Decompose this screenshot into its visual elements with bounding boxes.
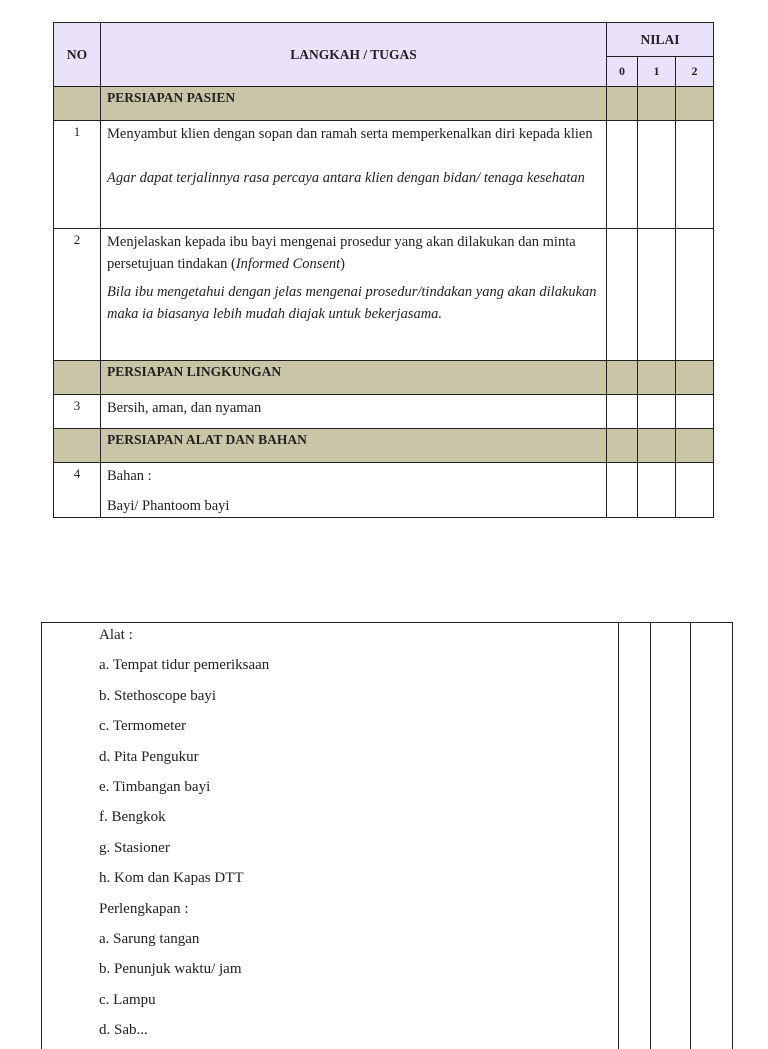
section-title: PERSIAPAN PASIEN (101, 87, 607, 121)
table-row (54, 395, 714, 429)
assessment-table-page-2 (41, 622, 733, 1049)
list-item: d. Pita Pengukur (99, 746, 610, 776)
score-cell-2[interactable] (676, 463, 714, 518)
score-header-2: 2 (676, 57, 714, 87)
list-item: c. Lampu (99, 989, 610, 1019)
step-label: Bahan : (107, 465, 600, 487)
list-item: Perlengkapan : (99, 898, 610, 928)
score-cell-0[interactable] (607, 395, 638, 429)
row-number: 2 (54, 229, 101, 361)
score-cell-1[interactable] (638, 463, 676, 518)
section-row (54, 361, 714, 395)
score-cell-0[interactable] (607, 121, 638, 229)
score-cell-2[interactable] (676, 395, 714, 429)
section-title: PERSIAPAN LINGKUNGAN (101, 361, 607, 395)
step-cell (101, 121, 607, 229)
score-cell-2[interactable] (676, 121, 714, 229)
section-title: PERSIAPAN ALAT DAN BAHAN (101, 429, 607, 463)
score-header-0: 0 (607, 57, 638, 87)
list-item: a. Sarung tangan (99, 928, 610, 958)
score-cell-2[interactable] (691, 623, 733, 1049)
score-cell-0[interactable] (607, 463, 638, 518)
list-item: a. Tempat tidur pemeriksaan (99, 654, 610, 684)
section-row (54, 429, 714, 463)
list-item: f. Bengkok (99, 806, 610, 836)
row-number: 3 (54, 395, 101, 429)
list-item: c. Termometer (99, 715, 610, 745)
assessment-table-page-1 (53, 22, 714, 518)
step-text: Menjelaskan kepada ibu bayi mengenai prosedur yang akan dilakukan dan minta persetujuan tindakan (Informed Consent) (107, 231, 600, 275)
row-number: 1 (54, 121, 101, 229)
step-note: Agar dapat terjalinnya rasa percaya antara klien dengan bidan/ tenaga kesehatan (107, 167, 600, 189)
list-item: Alat : (99, 624, 610, 654)
score-cell-1[interactable] (638, 229, 676, 361)
step-text: Bersih, aman, dan nyaman (101, 395, 607, 429)
step-item: Bayi/ Phantoom bayi (107, 495, 600, 517)
step-note: Bila ibu mengetahui dengan jelas mengenai prosedur/tindakan yang akan dilakukan maka ia biasanya lebih mudah diajak untuk bekerjasama. (107, 281, 600, 325)
list-item: d. Sab... (99, 1019, 610, 1049)
header-task: LANGKAH / TUGAS (101, 23, 607, 87)
score-cell-0[interactable] (607, 229, 638, 361)
score-cell-2[interactable] (676, 229, 714, 361)
score-cell-1[interactable] (638, 395, 676, 429)
score-cell-1[interactable] (638, 121, 676, 229)
step-cell (101, 229, 607, 361)
score-cell-0[interactable] (619, 623, 651, 1049)
score-cell-1[interactable] (651, 623, 691, 1049)
table-row (54, 463, 714, 518)
row-number: 4 (54, 463, 101, 518)
step-text: Menyambut klien dengan sopan dan ramah serta memperkenalkan diri kepada klien (107, 123, 600, 145)
list-item: h. Kom dan Kapas DTT (99, 867, 610, 897)
step-cell (101, 463, 607, 518)
header-nilai: NILAI (607, 23, 714, 57)
header-no: NO (54, 23, 101, 87)
equipment-list (42, 623, 619, 1049)
list-item: b. Stethoscope bayi (99, 685, 610, 715)
table-row (54, 229, 714, 361)
list-item: g. Stasioner (99, 837, 610, 867)
list-item: e. Timbangan bayi (99, 776, 610, 806)
score-header-1: 1 (638, 57, 676, 87)
section-row (54, 87, 714, 121)
list-item: b. Penunjuk waktu/ jam (99, 958, 610, 988)
table-row (54, 121, 714, 229)
